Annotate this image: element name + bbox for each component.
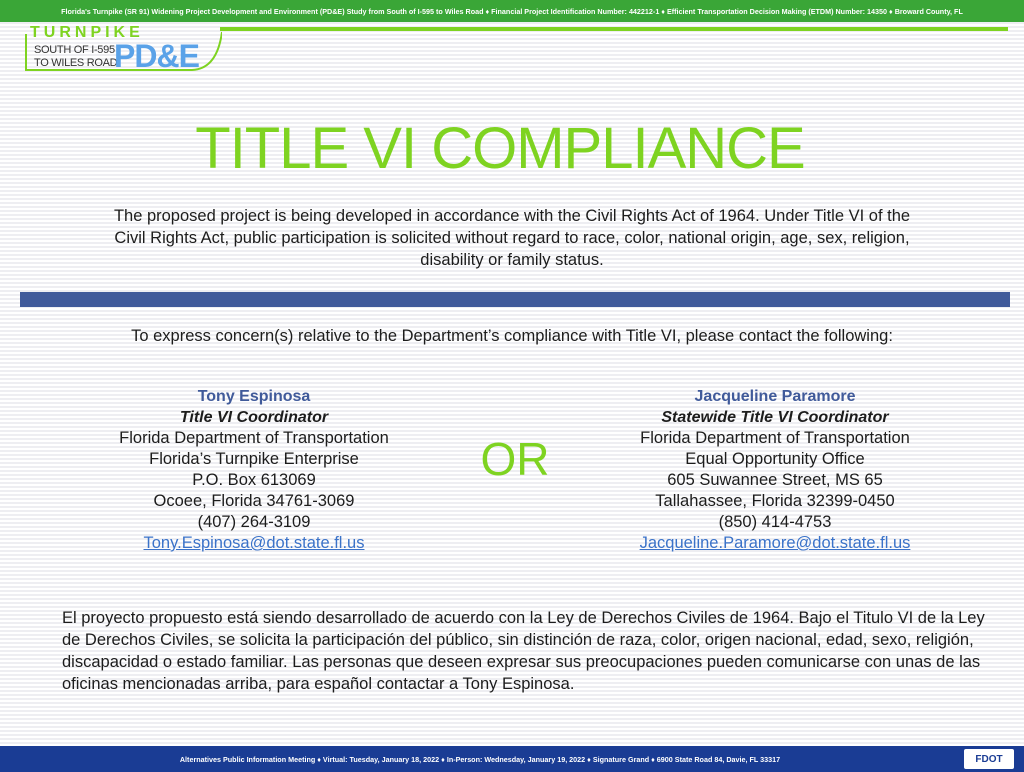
contact-card-tony-espinosa <box>86 386 422 554</box>
contact-line: Florida Department of Transportation <box>119 429 389 447</box>
logo-pde-text: PD&E <box>114 38 199 74</box>
contact-intro-paragraph: To express concern(s) relative to the Department’s compliance with Title VI, please contact the following: <box>131 327 893 345</box>
contact-line: P.O. Box 613069 <box>192 471 316 489</box>
contact-email-link[interactable]: Jacqueline.Paramore@dot.state.fl.us <box>639 534 911 552</box>
turnpike-pde-logo <box>22 24 222 74</box>
intro-paragraph: The proposed project is being developed in accordance with the Civil Rights Act of 1964. Under Title VI of the Civil Rights Act, public participation is solicited without regard to race, color, national origin, age, sex, religion, disability or family status. <box>113 207 911 269</box>
contact-line: Florida’s Turnpike Enterprise <box>149 450 359 468</box>
contact-line: 605 Suwannee Street, MS 65 <box>667 471 883 489</box>
fdot-logo: FDOT <box>964 749 1014 769</box>
header-banner <box>0 0 1024 22</box>
header-green-rule <box>220 27 1008 31</box>
contact-role: Title VI Coordinator <box>179 409 329 426</box>
contact-email-link[interactable]: Tony.Espinosa@dot.state.fl.us <box>143 534 365 552</box>
logo-line-1: SOUTH OF I-595 <box>34 44 115 56</box>
contact-line: Ocoee, Florida 34761-3069 <box>153 492 355 510</box>
logo-turnpike-text: TURNPIKE <box>30 24 144 41</box>
contact-phone: (407) 264-3109 <box>197 513 311 531</box>
or-separator: OR <box>480 433 550 485</box>
section-divider-bar <box>20 292 1010 307</box>
logo-line-2: TO WILES ROAD <box>34 57 118 69</box>
contact-card-jacqueline-paramore <box>600 386 950 554</box>
contact-line: Tallahassee, Florida 32399-0450 <box>655 492 895 510</box>
contact-name: Tony Espinosa <box>197 388 311 405</box>
contact-name: Jacqueline Paramore <box>694 388 856 405</box>
footer-banner-text: Alternatives Public Information Meeting ♦ Virtual: Tuesday, January 18, 2022 ♦ In-Person: Wednesday, January 19, 2022 ♦ Signature Grand ♦ 6900 State Road 84, Davie, FL 33317 <box>179 754 781 764</box>
contact-phone: (850) 414-4753 <box>718 513 832 531</box>
contact-role: Statewide Title VI Coordinator <box>661 409 889 426</box>
spanish-paragraph: El proyecto propuesto está siendo desarrollado de acuerdo con la Ley de Derechos Civiles de 1964. Bajo el Titulo VI de la Ley de Derechos Civiles, se solicita la participación del público, sin distinción de raza, color, origen nacional, edad, sexo, religión, discapacidad o estado familiar. Las personas que deseen expresar sus preocupaciones pueden comunicarse con unas de las oficinas mencionadas arriba, para español contactar a Tony Espinosa. <box>62 609 985 693</box>
page-title: TITLE VI COMPLIANCE <box>195 116 805 181</box>
contact-line: Equal Opportunity Office <box>685 450 865 468</box>
header-banner-text: Florida's Turnpike (SR 91) Widening Project Development and Environment (PD&E) Study from South of I-595 to Wiles Road ♦ Financial Project Identification Number: 442212-1 ♦ Efficient Transportation Decision Making (ETDM) Number: 14350 ♦ Broward County, FL <box>61 6 963 16</box>
contact-line: Florida Department of Transportation <box>640 429 910 447</box>
footer-banner <box>0 746 1024 772</box>
